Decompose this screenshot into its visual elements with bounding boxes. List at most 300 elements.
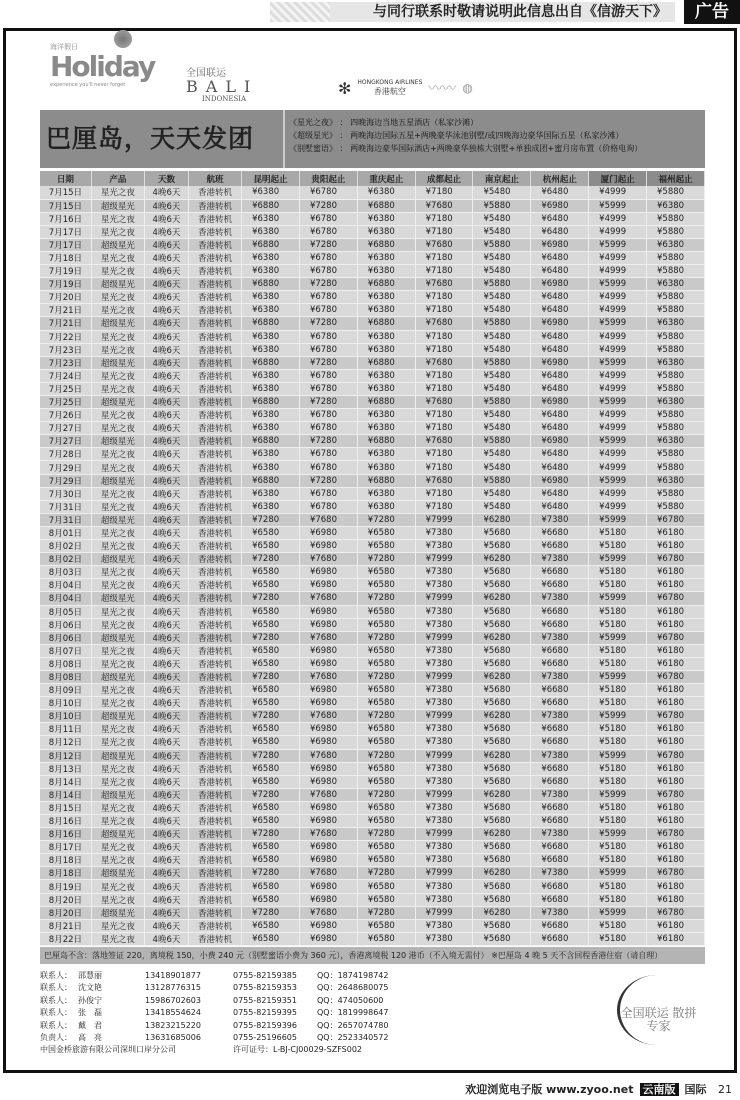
table-cell: ¥6980 xyxy=(299,775,357,788)
table-cell: ¥7180 xyxy=(415,343,473,356)
table-cell: ¥6980 xyxy=(299,526,357,539)
table-cell: 7月18日 xyxy=(40,251,91,264)
table-cell: ¥6380 xyxy=(357,500,415,513)
table-cell: ¥5999 xyxy=(589,396,647,409)
table-cell: ¥5180 xyxy=(589,618,647,631)
table-cell: ¥6980 xyxy=(531,474,589,487)
table-cell: 香港转机 xyxy=(188,788,241,801)
table-cell: 星光之夜 xyxy=(91,540,144,553)
table-cell: ¥6880 xyxy=(242,278,300,291)
table-row xyxy=(40,553,705,566)
table-cell: ¥7380 xyxy=(415,736,473,749)
table-cell: ¥6780 xyxy=(647,749,705,762)
table-cell: ¥5999 xyxy=(589,278,647,291)
table-cell: ¥7380 xyxy=(531,749,589,762)
table-cell: ¥7380 xyxy=(415,644,473,657)
contact-field: 13418554624 xyxy=(145,1008,201,1018)
table-cell: ¥6780 xyxy=(647,553,705,566)
table-cell: ¥5680 xyxy=(473,566,531,579)
table-cell: 4晚6天 xyxy=(145,382,189,395)
table-cell: ¥6980 xyxy=(531,199,589,212)
table-cell: ¥6780 xyxy=(647,710,705,723)
table-cell: ¥6580 xyxy=(357,932,415,945)
table-row xyxy=(40,631,705,644)
table-cell: ¥7380 xyxy=(415,919,473,932)
table-cell: 香港转机 xyxy=(188,396,241,409)
exclusions-note: 巴厘岛不含：落地签证 220，离境税 150，小费 240 元（别墅蜜语小费为 360 元），香港离境税 120 港币（不入境无需付） ※巴厘岛 4 晚 5 天不含回程香港住宿（请自理） xyxy=(40,947,705,964)
table-cell: ¥5680 xyxy=(473,605,531,618)
table-cell: ¥6880 xyxy=(357,278,415,291)
table-cell: 香港转机 xyxy=(188,291,241,304)
table-cell: ¥5880 xyxy=(647,304,705,317)
table-cell: ¥6780 xyxy=(299,304,357,317)
table-cell: 4晚6天 xyxy=(145,631,189,644)
table-cell: ¥5480 xyxy=(473,265,531,278)
table-cell: 香港转机 xyxy=(188,212,241,225)
table-cell: ¥6780 xyxy=(299,487,357,500)
table-cell: ¥5480 xyxy=(473,369,531,382)
table-cell: 香港转机 xyxy=(188,644,241,657)
table-cell: ¥6380 xyxy=(357,251,415,264)
table-cell: 8月18日 xyxy=(40,854,91,867)
table-cell: 4晚6天 xyxy=(145,540,189,553)
contact-field: 联系人： xyxy=(40,971,72,980)
table-cell: 超级星光 xyxy=(91,238,144,251)
table-cell: ¥6980 xyxy=(299,605,357,618)
holiday-logo-text: Holiday xyxy=(50,50,155,83)
table-cell: 超级星光 xyxy=(91,356,144,369)
table-cell: ¥7280 xyxy=(357,670,415,683)
table-cell: ¥6780 xyxy=(299,186,357,199)
table-cell: ¥5180 xyxy=(589,919,647,932)
table-cell: ¥6880 xyxy=(357,356,415,369)
table-cell: 星光之夜 xyxy=(91,251,144,264)
table-cell: 超级星光 xyxy=(91,867,144,880)
table-cell: ¥7999 xyxy=(415,867,473,880)
table-cell: ¥5880 xyxy=(647,186,705,199)
table-cell: 星光之夜 xyxy=(91,369,144,382)
table-cell: ¥6280 xyxy=(473,867,531,880)
table-cell: 7月26日 xyxy=(40,409,91,422)
table-cell: 4晚6天 xyxy=(145,854,189,867)
table-cell: ¥7380 xyxy=(415,815,473,828)
table-cell: ¥6980 xyxy=(299,736,357,749)
table-cell: ¥6980 xyxy=(299,880,357,893)
table-cell: ¥5680 xyxy=(473,697,531,710)
table-cell: ¥6680 xyxy=(531,644,589,657)
table-row xyxy=(40,487,705,500)
table-cell: 7月29日 xyxy=(40,461,91,474)
table-cell: ¥5180 xyxy=(589,684,647,697)
table-cell: ¥5480 xyxy=(473,212,531,225)
table-cell: 香港转机 xyxy=(188,382,241,395)
contact-field: 0755-82159351 xyxy=(233,995,297,1005)
table-cell: 香港转机 xyxy=(188,304,241,317)
table-cell: ¥6380 xyxy=(357,291,415,304)
table-cell: 4晚6天 xyxy=(145,788,189,801)
table-cell: ¥6780 xyxy=(299,500,357,513)
table-cell: ¥7999 xyxy=(415,670,473,683)
table-cell: ¥7380 xyxy=(415,526,473,539)
table-cell: 7月20日 xyxy=(40,291,91,304)
table-cell: ¥7380 xyxy=(531,710,589,723)
table-cell: ¥7280 xyxy=(242,631,300,644)
table-cell: ¥7380 xyxy=(415,579,473,592)
top-banner xyxy=(0,0,740,24)
table-cell: 星光之夜 xyxy=(91,225,144,238)
table-row xyxy=(40,684,705,697)
table-cell: ¥7380 xyxy=(531,670,589,683)
table-cell: 7月24日 xyxy=(40,369,91,382)
table-cell: 8月10日 xyxy=(40,697,91,710)
table-cell: 4晚6天 xyxy=(145,265,189,278)
table-cell: ¥5480 xyxy=(473,409,531,422)
table-cell: ¥6380 xyxy=(242,330,300,343)
ad-label: 广告 xyxy=(684,0,740,24)
table-cell: ¥6680 xyxy=(531,566,589,579)
table-cell: ¥5480 xyxy=(473,461,531,474)
table-cell: 4晚6天 xyxy=(145,238,189,251)
contact-field: 联系人： xyxy=(40,995,72,1005)
table-cell: 超级星光 xyxy=(91,553,144,566)
table-cell: ¥6480 xyxy=(531,448,589,461)
table-cell: ¥6580 xyxy=(242,880,300,893)
table-cell: ¥7999 xyxy=(415,710,473,723)
table-cell: ¥7280 xyxy=(242,828,300,841)
table-cell: 星光之夜 xyxy=(91,736,144,749)
table-cell: 星光之夜 xyxy=(91,657,144,670)
table-cell: 7月22日 xyxy=(40,330,91,343)
table-cell: ¥6180 xyxy=(647,801,705,814)
table-cell: ¥6580 xyxy=(357,893,415,906)
table-cell: 4晚6天 xyxy=(145,461,189,474)
table-cell: 香港转机 xyxy=(188,579,241,592)
table-cell: ¥6980 xyxy=(299,723,357,736)
table-cell: 超级星光 xyxy=(91,749,144,762)
table-cell: 星光之夜 xyxy=(91,212,144,225)
table-cell: ¥5680 xyxy=(473,932,531,945)
table-cell: 8月04日 xyxy=(40,592,91,605)
table-cell: 8月03日 xyxy=(40,566,91,579)
table-cell: ¥6780 xyxy=(299,212,357,225)
table-cell: ¥6580 xyxy=(242,723,300,736)
table-cell: ¥6380 xyxy=(647,396,705,409)
table-cell: 香港转机 xyxy=(188,657,241,670)
table-cell: 4晚6天 xyxy=(145,422,189,435)
table-cell: ¥7180 xyxy=(415,251,473,264)
table-cell: ¥5999 xyxy=(589,749,647,762)
table-cell: 香港转机 xyxy=(188,487,241,500)
contact-field: QQ：1819998647 xyxy=(317,1008,389,1018)
table-cell: ¥6780 xyxy=(299,291,357,304)
table-row xyxy=(40,605,705,618)
column-header: 产品 xyxy=(91,171,144,186)
table-cell: 香港转机 xyxy=(188,461,241,474)
table-cell: ¥6380 xyxy=(647,474,705,487)
table-cell: ¥5480 xyxy=(473,186,531,199)
table-cell: ¥6980 xyxy=(299,540,357,553)
partner-wave-logo-icon: 〰〰 xyxy=(428,81,457,97)
contact-field: QQ：474050600 xyxy=(317,995,384,1005)
table-cell: ¥6780 xyxy=(647,906,705,919)
contact-field: 戴 君 xyxy=(78,1020,102,1030)
table-cell: ¥7680 xyxy=(299,670,357,683)
table-cell: ¥5480 xyxy=(473,500,531,513)
table-cell: ¥5680 xyxy=(473,644,531,657)
table-row xyxy=(40,343,705,356)
table-cell: ¥7999 xyxy=(415,906,473,919)
table-cell: ¥6780 xyxy=(299,409,357,422)
table-cell: 4晚6天 xyxy=(145,199,189,212)
table-cell: ¥6380 xyxy=(242,369,300,382)
table-cell: ¥6780 xyxy=(299,343,357,356)
table-cell: ¥4999 xyxy=(589,251,647,264)
table-cell: ¥6580 xyxy=(357,815,415,828)
table-cell: ¥4999 xyxy=(589,304,647,317)
table-cell: ¥7180 xyxy=(415,291,473,304)
table-row xyxy=(40,435,705,448)
table-cell: 7月17日 xyxy=(40,238,91,251)
table-cell: ¥6580 xyxy=(242,762,300,775)
table-cell: ¥7999 xyxy=(415,631,473,644)
bali-logo-sub: INDONESIA xyxy=(202,95,247,103)
table-row xyxy=(40,199,705,212)
table-cell: ¥7280 xyxy=(299,474,357,487)
table-cell: ¥6880 xyxy=(242,396,300,409)
table-cell: ¥6980 xyxy=(299,762,357,775)
table-cell: 4晚6天 xyxy=(145,828,189,841)
table-cell: ¥6480 xyxy=(531,265,589,278)
table-cell: 香港转机 xyxy=(188,553,241,566)
contact-field: 0755-25196605 xyxy=(233,1033,297,1043)
table-cell: ¥6680 xyxy=(531,880,589,893)
table-cell: 7月19日 xyxy=(40,278,91,291)
table-cell: ¥5480 xyxy=(473,291,531,304)
table-cell: ¥6780 xyxy=(647,631,705,644)
table-cell: ¥6680 xyxy=(531,841,589,854)
table-cell: ¥6480 xyxy=(531,500,589,513)
table-cell: ¥6880 xyxy=(357,317,415,330)
table-cell: ¥4999 xyxy=(589,225,647,238)
contact-field: 0755-82159396 xyxy=(233,1020,297,1030)
partner-globe-logo-icon: ◍ xyxy=(462,81,473,95)
table-cell: ¥6380 xyxy=(242,304,300,317)
table-cell: ¥6380 xyxy=(647,435,705,448)
table-cell: 香港转机 xyxy=(188,225,241,238)
table-cell: 星光之夜 xyxy=(91,461,144,474)
table-cell: ¥5999 xyxy=(589,788,647,801)
table-cell: 星光之夜 xyxy=(91,487,144,500)
table-row xyxy=(40,422,705,435)
table-cell: ¥6680 xyxy=(531,762,589,775)
table-cell: 香港转机 xyxy=(188,409,241,422)
table-cell: ¥6380 xyxy=(242,448,300,461)
table-cell: ¥7680 xyxy=(415,356,473,369)
table-cell: 8月06日 xyxy=(40,618,91,631)
table-cell: ¥6380 xyxy=(242,382,300,395)
table-cell: 星光之夜 xyxy=(91,448,144,461)
table-cell: ¥5999 xyxy=(589,631,647,644)
table-cell: 香港转机 xyxy=(188,880,241,893)
contact-field: 联系人： xyxy=(40,1020,72,1030)
column-header: 杭州起止 xyxy=(531,171,589,186)
table-cell: ¥6580 xyxy=(357,684,415,697)
table-cell: ¥7999 xyxy=(415,592,473,605)
table-cell: ¥6580 xyxy=(357,540,415,553)
table-cell: ¥6180 xyxy=(647,762,705,775)
table-cell: ¥5999 xyxy=(589,670,647,683)
table-cell: 香港转机 xyxy=(188,317,241,330)
table-cell: ¥5180 xyxy=(589,932,647,945)
table-cell: ¥5880 xyxy=(647,487,705,500)
table-cell: 香港转机 xyxy=(188,199,241,212)
table-cell: ¥5680 xyxy=(473,736,531,749)
table-cell: ¥6980 xyxy=(299,579,357,592)
table-row xyxy=(40,474,705,487)
table-cell: ¥6580 xyxy=(357,854,415,867)
table-cell: ¥6480 xyxy=(531,225,589,238)
table-cell: 4晚6天 xyxy=(145,212,189,225)
table-cell: ¥6580 xyxy=(242,657,300,670)
table-cell: 香港转机 xyxy=(188,841,241,854)
table-cell: ¥7280 xyxy=(242,553,300,566)
table-cell: ¥6580 xyxy=(357,605,415,618)
table-cell: ¥5999 xyxy=(589,199,647,212)
table-cell: ¥7180 xyxy=(415,304,473,317)
table-cell: ¥6980 xyxy=(531,278,589,291)
table-cell: ¥6780 xyxy=(299,225,357,238)
table-row xyxy=(40,396,705,409)
table-cell: 7月17日 xyxy=(40,225,91,238)
contact-row xyxy=(40,1032,389,1044)
table-cell: ¥5180 xyxy=(589,880,647,893)
table-cell: ¥7680 xyxy=(299,906,357,919)
table-cell: ¥5880 xyxy=(647,225,705,238)
table-cell: ¥6580 xyxy=(357,880,415,893)
table-cell: ¥5880 xyxy=(647,369,705,382)
table-cell: 星光之夜 xyxy=(91,422,144,435)
table-cell: ¥5999 xyxy=(589,317,647,330)
table-cell: 4晚6天 xyxy=(145,291,189,304)
table-cell: ¥4999 xyxy=(589,382,647,395)
table-cell: ¥6380 xyxy=(242,291,300,304)
table-cell: 香港转机 xyxy=(188,474,241,487)
table-cell: ¥6880 xyxy=(242,238,300,251)
table-row xyxy=(40,644,705,657)
table-cell: ¥6380 xyxy=(357,409,415,422)
table-cell: 超级星光 xyxy=(91,788,144,801)
table-cell: ¥6380 xyxy=(357,422,415,435)
table-cell: 4晚6天 xyxy=(145,343,189,356)
table-row xyxy=(40,762,705,775)
table-cell: 香港转机 xyxy=(188,670,241,683)
table-cell: 7月23日 xyxy=(40,343,91,356)
table-row xyxy=(40,841,705,854)
table-cell: 超级星光 xyxy=(91,278,144,291)
table-cell: ¥6780 xyxy=(299,382,357,395)
table-row xyxy=(40,291,705,304)
table-cell: ¥6280 xyxy=(473,906,531,919)
table-cell: 超级星光 xyxy=(91,710,144,723)
table-cell: 星光之夜 xyxy=(91,304,144,317)
column-header: 福州起止 xyxy=(647,171,705,186)
table-cell: ¥4999 xyxy=(589,291,647,304)
table-cell: ¥6780 xyxy=(299,265,357,278)
table-cell: 8月09日 xyxy=(40,684,91,697)
table-cell: ¥5180 xyxy=(589,644,647,657)
table-cell: ¥7380 xyxy=(531,906,589,919)
table-header xyxy=(40,171,705,186)
table-cell: ¥7280 xyxy=(242,867,300,880)
table-cell: 4晚6天 xyxy=(145,919,189,932)
table-cell: ¥6580 xyxy=(242,644,300,657)
table-cell: 星光之夜 xyxy=(91,566,144,579)
table-cell: ¥5880 xyxy=(473,317,531,330)
bali-logo-text: BALI xyxy=(186,77,259,96)
table-cell: ¥6180 xyxy=(647,644,705,657)
table-cell: ¥5680 xyxy=(473,762,531,775)
table-cell: ¥6680 xyxy=(531,618,589,631)
contact-field: 0755-82159395 xyxy=(233,1008,297,1018)
table-cell: 超级星光 xyxy=(91,906,144,919)
table-cell: ¥6580 xyxy=(357,736,415,749)
table-cell: 4晚6天 xyxy=(145,409,189,422)
table-cell: 超级星光 xyxy=(91,828,144,841)
table-cell: ¥7380 xyxy=(531,788,589,801)
table-cell: ¥6380 xyxy=(357,487,415,500)
table-cell: ¥6780 xyxy=(647,513,705,526)
table-cell: 星光之夜 xyxy=(91,500,144,513)
contact-field: 13128776315 xyxy=(145,983,201,993)
table-row xyxy=(40,723,705,736)
table-cell: ¥6880 xyxy=(242,474,300,487)
table-cell: 7月27日 xyxy=(40,422,91,435)
table-cell: 星光之夜 xyxy=(91,893,144,906)
table-cell: 星光之夜 xyxy=(91,605,144,618)
table-row xyxy=(40,867,705,880)
table-cell: ¥6280 xyxy=(473,710,531,723)
table-cell: ¥6380 xyxy=(242,422,300,435)
table-cell: ¥6580 xyxy=(242,919,300,932)
table-cell: 星光之夜 xyxy=(91,854,144,867)
table-cell: ¥6180 xyxy=(647,919,705,932)
table-cell: ¥7280 xyxy=(242,513,300,526)
table-cell: 香港转机 xyxy=(188,343,241,356)
column-header: 天数 xyxy=(145,171,189,186)
table-cell: ¥6780 xyxy=(299,461,357,474)
table-row xyxy=(40,186,705,199)
table-cell: ¥5480 xyxy=(473,487,531,500)
table-cell: ¥6580 xyxy=(242,775,300,788)
table-cell: 7月25日 xyxy=(40,396,91,409)
table-cell: ¥6180 xyxy=(647,723,705,736)
table-cell: 香港转机 xyxy=(188,448,241,461)
table-cell: ¥6980 xyxy=(531,317,589,330)
table-cell: 7月23日 xyxy=(40,356,91,369)
table-cell: ¥6580 xyxy=(357,697,415,710)
table-cell: 7月15日 xyxy=(40,199,91,212)
table-cell: 香港转机 xyxy=(188,278,241,291)
table-cell: ¥6180 xyxy=(647,579,705,592)
table-cell: ¥6380 xyxy=(357,343,415,356)
table-cell: ¥6980 xyxy=(299,801,357,814)
table-cell: ¥6580 xyxy=(357,841,415,854)
table-cell: 4晚6天 xyxy=(145,801,189,814)
table-cell: 8月14日 xyxy=(40,775,91,788)
contact-field: 13631685006 xyxy=(145,1033,201,1043)
contact-field: QQ：1874198742 xyxy=(317,971,389,980)
table-cell: 香港转机 xyxy=(188,356,241,369)
